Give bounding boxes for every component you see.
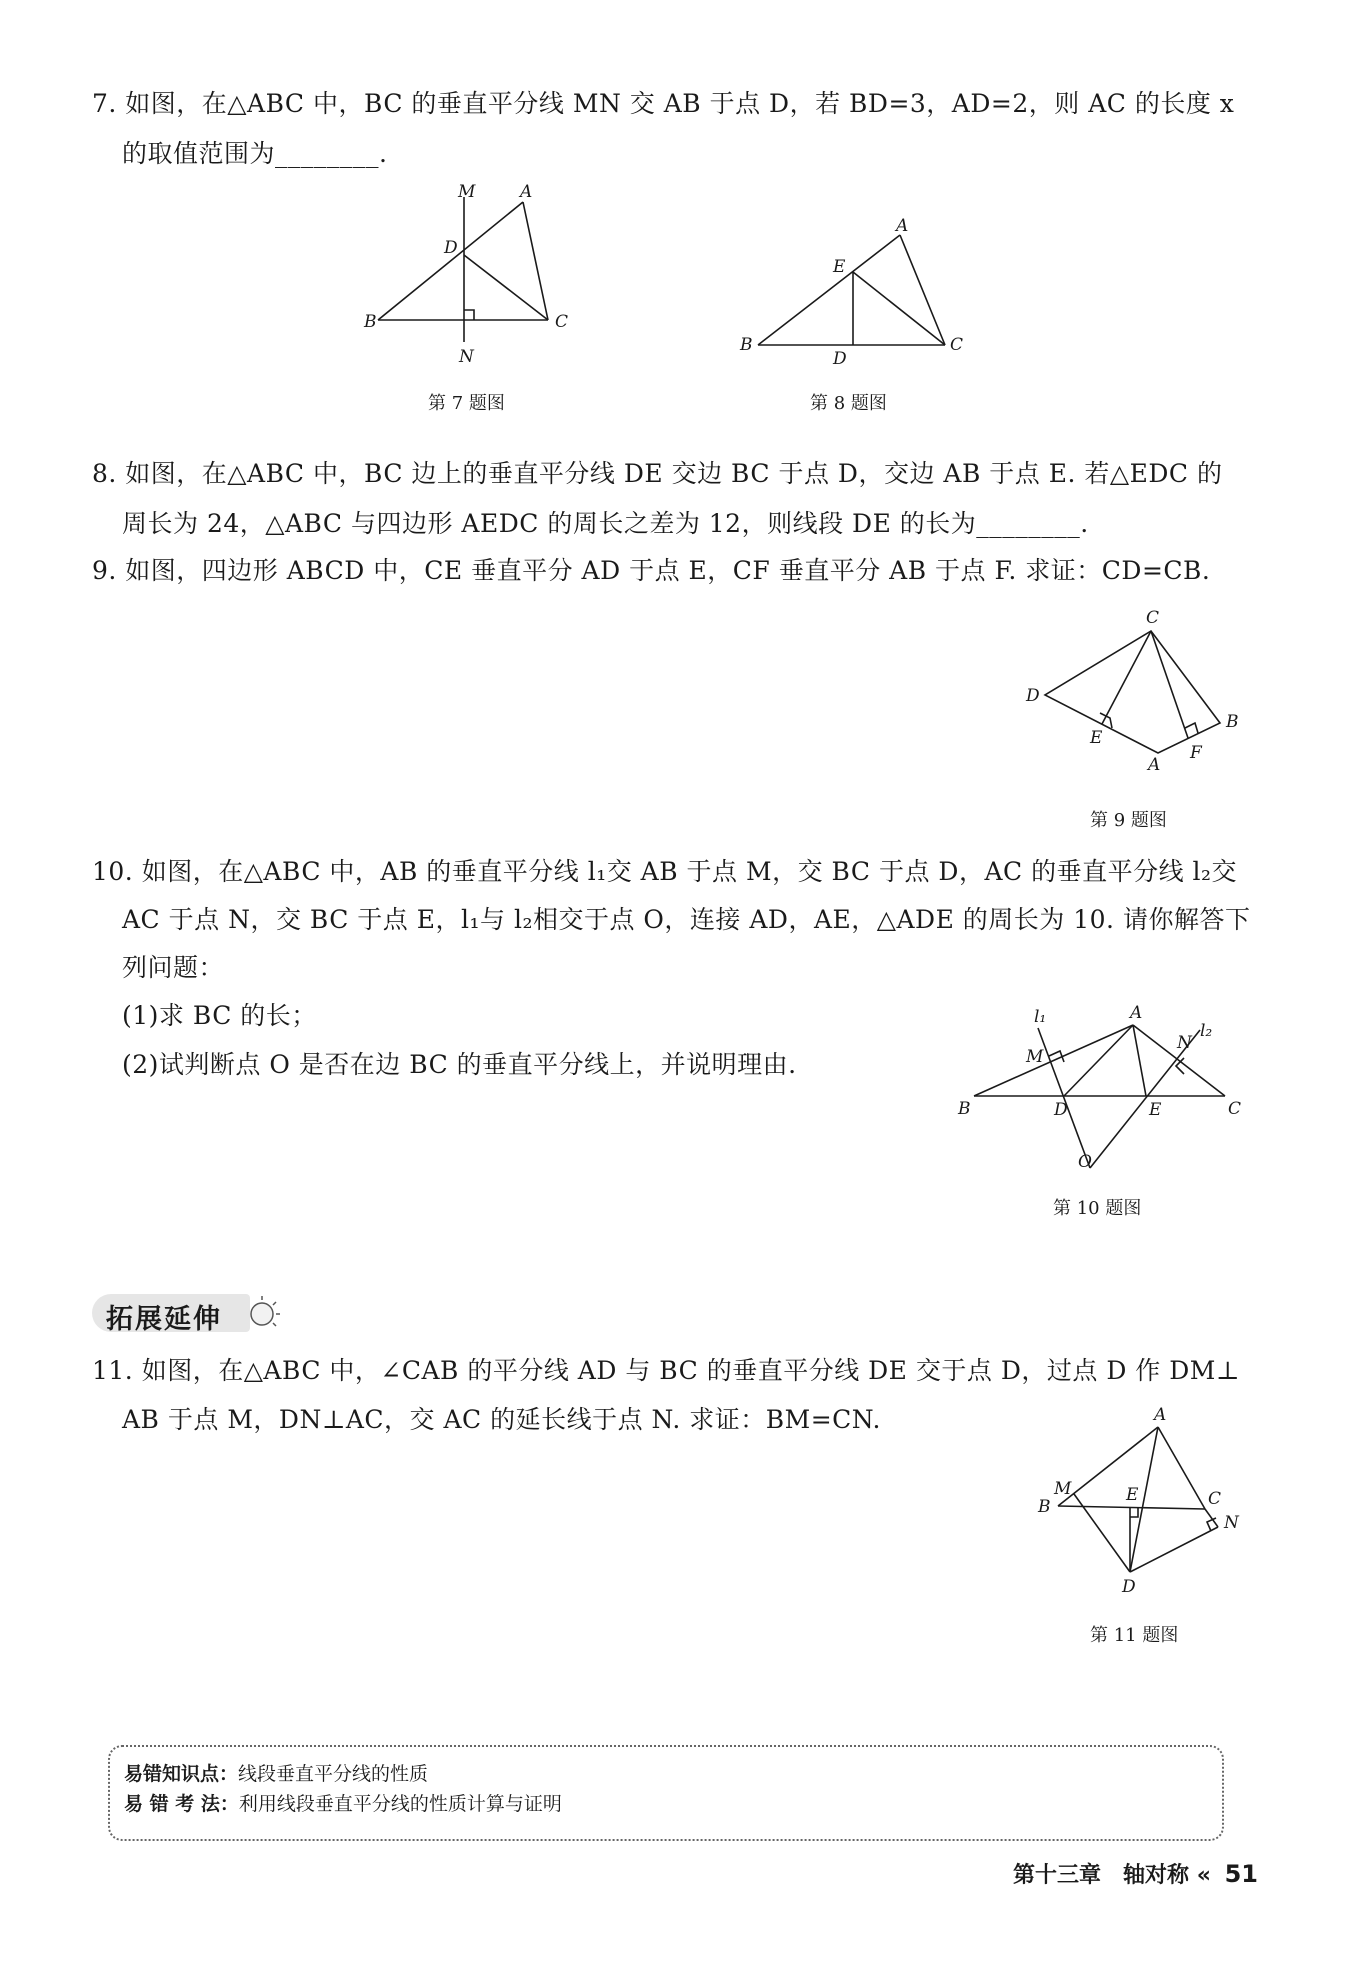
fig9-label-D: D: [1026, 686, 1040, 706]
q10-line1: 10. 如图，在△ABC 中，AB 的垂直平分线 l₁交 AB 于点 M，交 BC 于点 D，AC 的垂直平分线 l₂交: [92, 857, 1238, 886]
fig7-line-AC: [523, 202, 548, 320]
fig7-label-N: N: [459, 347, 474, 367]
fig8-label-C: C: [950, 335, 964, 355]
fig11-label-C: C: [1208, 1489, 1222, 1509]
fig11-line-AC: [1158, 1427, 1205, 1509]
q7-line1: 7. 如图，在△ABC 中，BC 的垂直平分线 MN 交 AB 于点 D，若 BD=3，AD=2，则 AC 的长度 x: [92, 89, 1235, 118]
page-number: 51: [1224, 1860, 1258, 1888]
q9-line1: 9. 如图，四边形 ABCD 中，CE 垂直平分 AD 于点 E，CF 垂直平分 AB 于点 F. 求证：CD=CB.: [92, 556, 1211, 585]
fig10-caption: 第 10 题图: [1053, 1198, 1142, 1219]
q7-line2: 的取值范围为________.: [122, 139, 388, 168]
fig8-label-B: B: [740, 335, 753, 355]
page-footer: [1013, 1858, 1258, 1889]
fig10-label-A: A: [1130, 1003, 1143, 1023]
fig7-label-B: B: [364, 312, 377, 332]
q10-line2: AC 于点 N，交 BC 于点 E，l₁与 l₂相交于点 O，连接 AD，AE，△ADE 的周长为 10. 请你解答下: [122, 905, 1251, 934]
fig10-label-l2: l₂: [1200, 1021, 1213, 1041]
fig10-label-D: D: [1054, 1100, 1068, 1120]
lightbulb-icon: [242, 1294, 284, 1334]
figure-10: [950, 1000, 1250, 1175]
fig10-line-l1: [1038, 1028, 1090, 1168]
fig10-label-B: B: [958, 1099, 971, 1119]
fig11-line-CN: [1205, 1509, 1218, 1527]
fig9-line-CF: [1151, 631, 1188, 738]
fig8-line-AC: [900, 235, 945, 345]
fig10-label-M: M: [1026, 1047, 1044, 1067]
figure-9: [1020, 605, 1250, 775]
tip-knowledge-text: 线段垂直平分线的性质: [238, 1763, 429, 1785]
fig9-right-angle-F: [1185, 723, 1198, 733]
fig10-line-AD: [1064, 1025, 1133, 1096]
fig8-line-BA: [758, 235, 900, 345]
fig11-label-N: N: [1224, 1513, 1239, 1533]
fig7-caption: 第 7 题图: [428, 393, 505, 414]
fig9-caption: 第 9 题图: [1090, 810, 1167, 831]
fig10-label-C: C: [1228, 1099, 1242, 1119]
section-title: 拓展延伸: [106, 1304, 222, 1335]
fig8-label-E: E: [833, 257, 846, 277]
error-tips-box: [108, 1745, 1224, 1841]
fig11-label-A: A: [1154, 1405, 1167, 1425]
fig11-label-D: D: [1122, 1577, 1136, 1597]
fig10-label-N: N: [1177, 1033, 1192, 1053]
section-badge-extension: [92, 1290, 282, 1336]
fig9-label-F: F: [1190, 743, 1202, 763]
tip-method-label: 易 错 考 法：: [124, 1793, 239, 1815]
tip-knowledge-label: 易错知识点：: [124, 1763, 239, 1785]
fig9-label-E: E: [1090, 728, 1103, 748]
fig8-label-D: D: [833, 349, 847, 369]
fig10-label-l1: l₁: [1034, 1007, 1047, 1027]
tip-method-text: 利用线段垂直平分线的性质计算与证明: [238, 1793, 562, 1815]
fig11-label-M: M: [1054, 1479, 1072, 1499]
q11-line1: 11. 如图，在△ABC 中，∠CAB 的平分线 AD 与 BC 的垂直平分线 DE 交于点 D，过点 D 作 DM⊥: [92, 1356, 1240, 1385]
fig11-label-B: B: [1038, 1497, 1051, 1517]
fig11-line-BA: [1058, 1427, 1158, 1506]
fig7-label-A: A: [520, 182, 533, 202]
fig10-line-AE: [1133, 1025, 1146, 1096]
fig9-label-C: C: [1146, 608, 1160, 628]
fig7-line-DC: [464, 255, 548, 320]
fig7-label-M: M: [458, 182, 476, 202]
fig10-label-O: O: [1078, 1152, 1092, 1172]
fig8-label-A: A: [896, 216, 909, 236]
fig10-right-angle-M: [1049, 1051, 1064, 1062]
tip-method: [124, 1791, 562, 1817]
fig9-quad-ABCD: [1045, 631, 1220, 753]
q8-line2: 周长为 24，△ABC 与四边形 AEDC 的周长之差为 12，则线段 DE 的长为________.: [122, 509, 1089, 538]
fig10-label-E: E: [1149, 1100, 1162, 1120]
fig11-right-angle-E: [1130, 1507, 1138, 1517]
footer-chapter: 第十三章 轴对称 «: [1013, 1863, 1211, 1888]
fig11-line-DM: [1074, 1494, 1130, 1572]
fig8-caption: 第 8 题图: [810, 393, 887, 414]
q10-sub2: (2)试判断点 O 是否在边 BC 的垂直平分线上，并说明理由.: [122, 1050, 797, 1079]
fig11-line-DN: [1130, 1527, 1218, 1572]
fig11-label-E: E: [1126, 1485, 1139, 1505]
fig8-line-EC: [853, 272, 945, 345]
fig11-caption: 第 11 题图: [1090, 1625, 1179, 1646]
fig7-line-BA: [378, 202, 523, 320]
figure-11: [1030, 1400, 1250, 1600]
fig9-label-B: B: [1226, 712, 1239, 732]
fig10-line-BA: [974, 1025, 1133, 1096]
fig7-label-D: D: [444, 238, 458, 258]
fig7-right-angle-mark: [464, 310, 474, 320]
fig11-line-BC: [1058, 1506, 1205, 1509]
fig9-label-A: A: [1148, 755, 1161, 775]
q8-line1: 8. 如图，在△ABC 中，BC 边上的垂直平分线 DE 交边 BC 于点 D，交边 AB 于点 E. 若△EDC 的: [92, 459, 1223, 488]
q11-line2: AB 于点 M，DN⊥AC，交 AC 的延长线于点 N. 求证：BM=CN.: [122, 1405, 881, 1434]
figure-8: [740, 216, 970, 370]
q10-line3: 列问题：: [122, 953, 225, 982]
figure-7: [360, 182, 590, 375]
q10-sub1: (1)求 BC 的长；: [122, 1001, 317, 1030]
fig7-label-C: C: [555, 312, 569, 332]
tip-knowledge: [124, 1761, 428, 1787]
